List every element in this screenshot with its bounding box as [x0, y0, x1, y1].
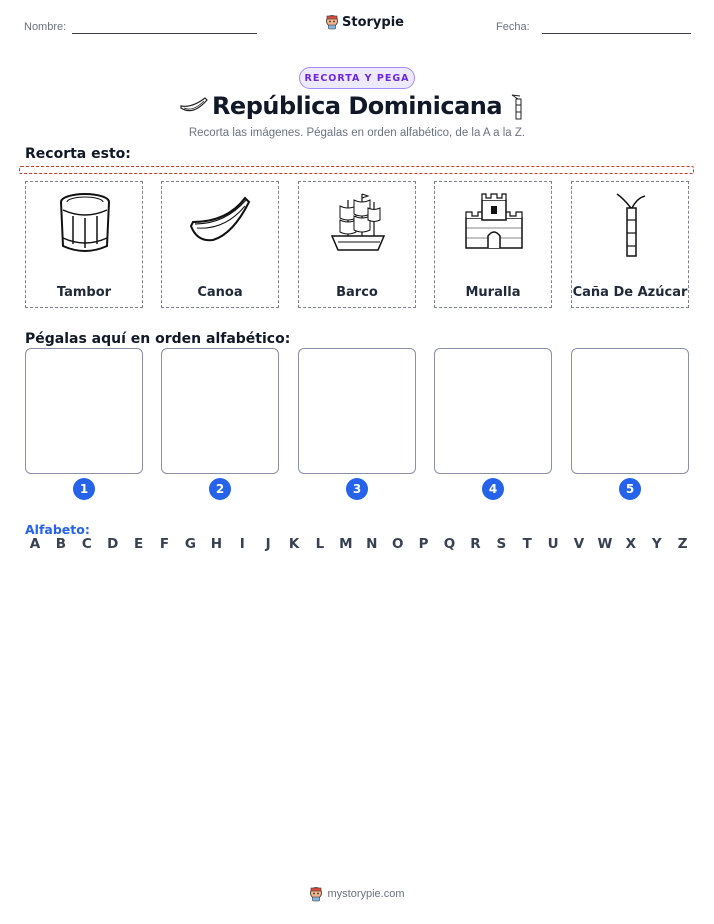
alphabet-row — [25, 536, 693, 552]
alphabet-letter: W — [597, 536, 613, 552]
paste-slot-5[interactable] — [571, 348, 689, 474]
cut-card-tambor[interactable] — [25, 181, 143, 308]
activity-badge: RECORTA Y PEGA — [299, 67, 415, 89]
slot-number-badge: 1 — [73, 478, 95, 500]
page-title: República Dominicana — [211, 92, 503, 120]
name-label: Nombre: — [24, 21, 67, 33]
alphabet-letter: O — [391, 536, 404, 552]
alphabet-letter: A — [29, 536, 41, 552]
alphabet-letter: B — [55, 536, 67, 552]
paste-slot-4[interactable] — [434, 348, 552, 474]
alphabet-letter: K — [288, 536, 300, 552]
storypie-mascot-icon — [325, 14, 339, 30]
alphabet-letter: S — [496, 536, 507, 552]
date-line[interactable] — [542, 33, 691, 34]
alphabet-letter: F — [159, 536, 170, 552]
alphabet-letter: Q — [443, 536, 456, 552]
alphabet-heading: Alfabeto: — [25, 522, 90, 537]
alphabet-letter: I — [239, 536, 245, 552]
canoe-icon — [189, 192, 251, 252]
alphabet-letter: X — [625, 536, 637, 552]
sugarcane-decoration-icon — [508, 93, 528, 121]
alphabet-letter: L — [315, 536, 325, 552]
alphabet-letter: P — [418, 536, 429, 552]
brand-name: Storypie — [342, 14, 404, 30]
slot-number-badge: 5 — [619, 478, 641, 500]
brand-logo — [325, 14, 404, 30]
alphabet-letter: Z — [677, 536, 688, 552]
footer — [0, 886, 714, 902]
alphabet-letter: N — [366, 536, 378, 552]
instructions: Recorta las imágenes. Pégalas en orden alfabético, de la A a la Z. — [188, 127, 526, 139]
paste-slot-1[interactable] — [25, 348, 143, 474]
name-line[interactable] — [72, 33, 257, 34]
footer-url[interactable]: mystorypie.com — [327, 888, 405, 900]
alphabet-letter: Y — [651, 536, 662, 552]
alphabet-letter: H — [210, 536, 222, 552]
card-label: Tambor — [56, 285, 112, 300]
card-label: Caña De Azúcar — [572, 285, 688, 300]
paste-slot-3[interactable] — [298, 348, 416, 474]
alphabet-letter: D — [107, 536, 119, 552]
drum-icon — [55, 190, 115, 258]
cut-line — [19, 166, 694, 174]
sugarcane-icon — [601, 190, 661, 258]
slot-number-badge: 4 — [482, 478, 504, 500]
castle-wall-icon — [464, 190, 524, 258]
alphabet-letter: U — [547, 536, 559, 552]
storypie-mascot-icon — [309, 886, 323, 902]
cut-card-cana[interactable] — [571, 181, 689, 308]
cut-card-muralla[interactable] — [434, 181, 552, 308]
cut-card-barco[interactable] — [298, 181, 416, 308]
cut-heading: Recorta esto: — [25, 146, 131, 162]
alphabet-letter: E — [134, 536, 144, 552]
alphabet-letter: R — [470, 536, 481, 552]
alphabet-letter: V — [573, 536, 585, 552]
card-label: Canoa — [197, 285, 243, 300]
card-label: Barco — [336, 285, 378, 300]
paste-heading: Pégalas aquí en orden alfabético: — [25, 331, 291, 347]
date-label: Fecha: — [496, 21, 530, 33]
alphabet-letter: C — [81, 536, 92, 552]
alphabet-letter: J — [265, 536, 271, 552]
cut-card-canoa[interactable] — [161, 181, 279, 308]
paste-slot-2[interactable] — [161, 348, 279, 474]
alphabet-letter: G — [184, 536, 196, 552]
alphabet-letter: M — [339, 536, 353, 552]
slot-number-badge: 3 — [346, 478, 368, 500]
ship-icon — [328, 190, 388, 258]
alphabet-letter: T — [522, 536, 532, 552]
card-label: Muralla — [465, 285, 521, 300]
slot-number-badge: 2 — [209, 478, 231, 500]
